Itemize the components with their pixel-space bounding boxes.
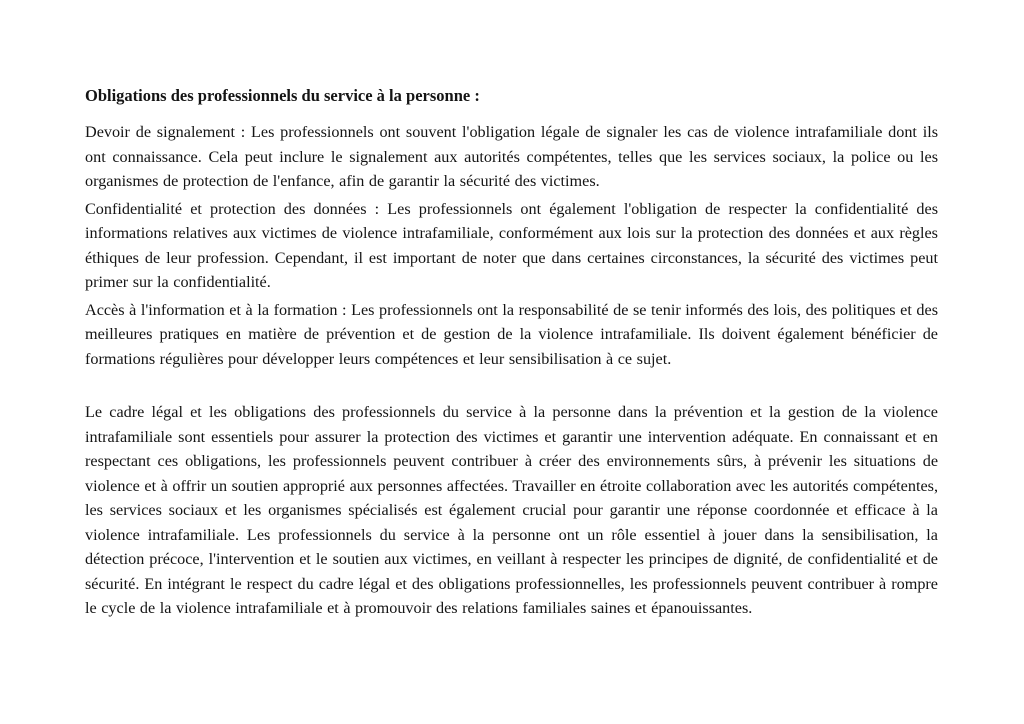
paragraph-confidentialite-protection-donnees: Confidentialité et protection des données : Les professionnels ont également l'obligation de respecter la confidentialité des informations relatives aux victimes de violence intrafamiliale, conformément aux lois sur la protection des données et aux règles éthiques de leur profession. Cependant, il est important de noter que dans certaines circonstances, la sécurité des victimes peut primer sur la confidentialité.	[85, 199, 938, 291]
paragraph-devoir-de-signalement: Devoir de signalement : Les professionnels ont souvent l'obligation légale de signaler les cas de violence intrafamiliale dont ils ont connaissance. Cela peut inclure le signalement aux autorités compétentes, telles que les services sociaux, la police ou les organismes de protection de l'enfance, afin de garantir la sécurité des victimes.	[85, 123, 938, 190]
paragraph-cadre-legal-conclusion: Le cadre légal et les obligations des professionnels du service à la personne dans la prévention et la gestion de la violence intrafamiliale sont essentiels pour assurer la protection des victimes et garantir une intervention adéquate. En connaissant et en respectant ces obligations, les professionnels peuvent contribuer à créer des environnements sûrs, à prévenir les situations de violence et à offrir un soutien approprié aux personnes affectées. Travailler en étroite collaboration avec les autorités compétentes, les services sociaux et les organismes spécialisés est également crucial pour garantir une réponse coordonnée et efficace à la violence intrafamiliale. Les professionnels du service à la personne ont un rôle essentiel à jouer dans la sensibilisation, la détection précoce, l'intervention et le soutien aux victimes, en veillant à respecter les principes de dignité, de confidentialité et de sécurité. En intégrant le respect du cadre légal et des obligations professionnelles, les professionnels peuvent contribuer à rompre le cycle de la violence intrafamiliale et à promouvoir des relations familiales saines et épanouissantes.	[85, 403, 938, 617]
paragraph-acces-information-formation: Accès à l'information et à la formation : Les professionnels ont la responsabilité de se tenir informés des lois, des politiques et des meilleures pratiques en matière de prévention et de gestion de la violence intrafamiliale. Ils doivent également bénéficier de formations régulières pour développer leurs compétences et leur sensibilisation à ce sujet.	[85, 300, 938, 368]
document-heading: Obligations des professionnels du service à la personne :	[85, 86, 480, 105]
